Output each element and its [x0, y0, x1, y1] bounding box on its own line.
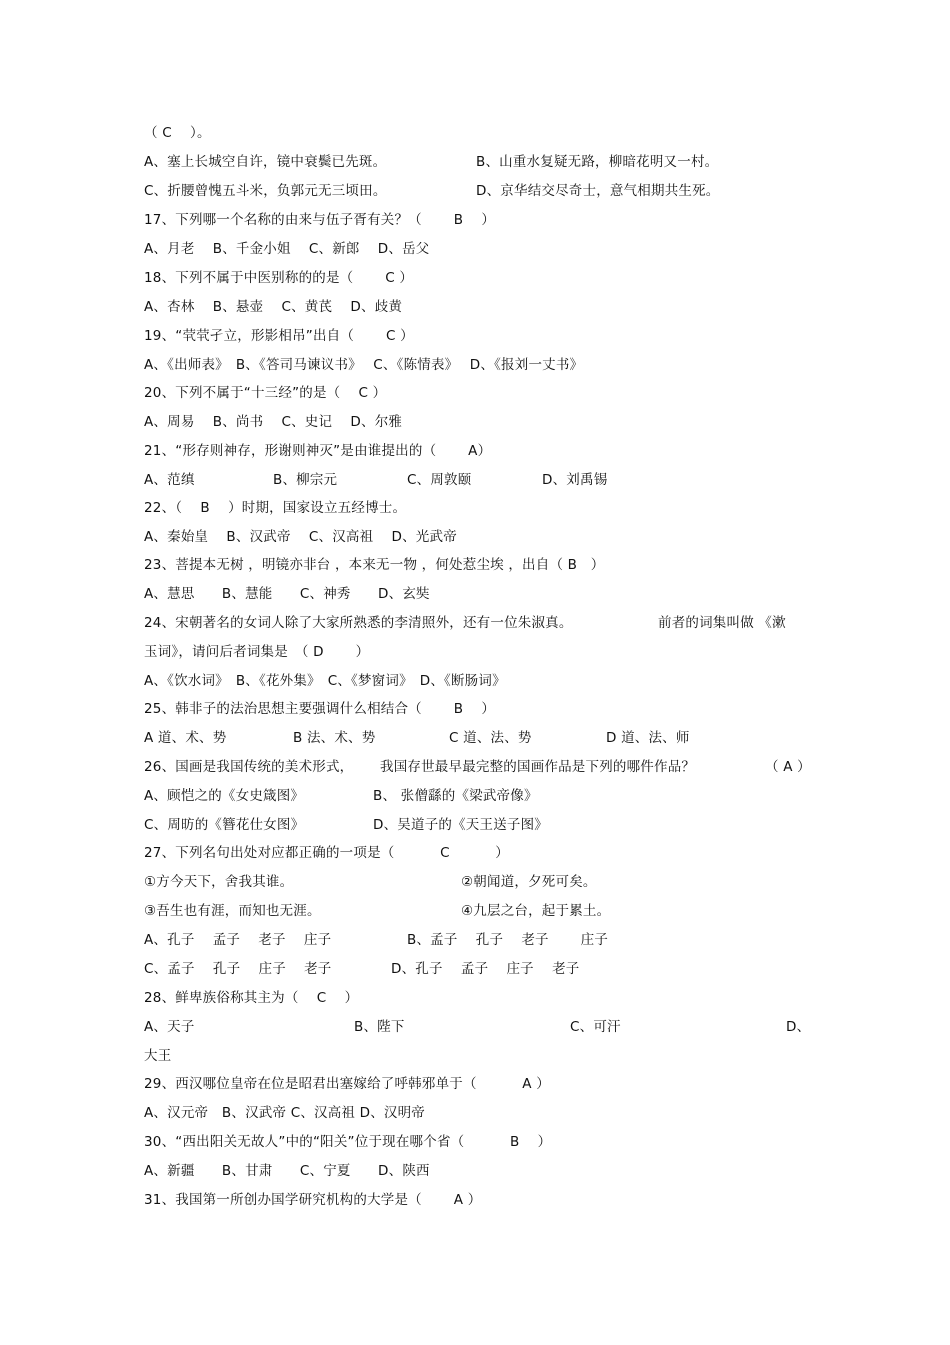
q16-option-a: A、塞上长城空自许，镜中衰鬓已先斑。	[144, 154, 387, 170]
q27-quote-1: ①方今天下，舍我其谁。	[144, 874, 294, 890]
q25-option-d: D 道、法、师	[606, 730, 690, 746]
question-26-answer: （ A ）	[765, 759, 811, 775]
q20-options: A、周易 B、尚书 C、史记 D、尔雅	[144, 414, 403, 430]
q22-options: A、秦始皇 B、汉武帝 C、汉高祖 D、光武帝	[144, 529, 457, 545]
question-26-part1: 26、国画是我国传统的美术形式，	[144, 759, 354, 775]
q21-option-a: A、范缜	[144, 472, 195, 488]
question-24-part1: 24、宋朝著名的女词人除了大家所熟悉的李清照外，还有一位朱淑真。	[144, 615, 573, 631]
question-23: 23、菩提本无树 ，明镜亦非台 ，本来无一物 ，何处惹尘埃 ，出自（ B ）	[144, 557, 605, 573]
question-29: 29、西汉哪位皇帝在位是昭君出塞嫁给了呼韩邪单于（ A ）	[144, 1076, 550, 1092]
q17-options: A、月老 B、千金小姐 C、新郎 D、岳父	[144, 241, 430, 257]
q26-option-a: A、顾恺之的《女史箴图》	[144, 788, 305, 804]
q25-option-b: B 法、术、势	[293, 730, 376, 746]
q25-option-a: A 道、术、势	[144, 730, 227, 746]
q29-options: A、汉元帝 B、汉武帝 C、汉高祖 D、汉明帝	[144, 1105, 426, 1121]
q21-option-c: C、周敦颐	[407, 472, 472, 488]
q19-options: A、《出师表》 B、《答司马谏议书》 C、《陈情表》 D、《报刘一丈书》	[144, 357, 584, 373]
question-17: 17、下列哪一个名称的由来与伍子胥有关？（ B ）	[144, 212, 496, 228]
q23-options: A、慧思 B、慧能 C、神秀 D、玄奘	[144, 586, 430, 602]
q26-option-d: D、吴道子的《天王送子图》	[373, 817, 548, 833]
q21-option-b: B、柳宗元	[273, 472, 338, 488]
q27-quote-2: ②朝闻道，夕死可矣。	[461, 874, 597, 890]
q25-option-c: C 道、法、势	[449, 730, 532, 746]
q27-quote-3: ③吾生也有涯，而知也无涯。	[144, 903, 321, 919]
question-30: 30、“西出阳关无故人”中的“阳关”位于现在哪个省（ B ）	[144, 1134, 552, 1150]
q27-quote-4: ④九层之台，起于累土。	[461, 903, 611, 919]
question-31: 31、我国第一所创办国学研究机构的大学是（ A ）	[144, 1192, 482, 1208]
question-20: 20、下列不属于“十三经”的是（ C ）	[144, 385, 387, 401]
q28-option-c: C、可汗	[570, 1019, 621, 1035]
q16-option-b: B、山重水复疑无路，柳暗花明又一村。	[476, 154, 719, 170]
q27-option-d: D、孔子 孟子 庄子 老子	[391, 961, 580, 977]
question-25: 25、韩非子的法治思想主要强调什么相结合（ B ）	[144, 701, 496, 717]
question-24-part2: 前者的词集叫做 《漱	[658, 615, 786, 631]
q26-option-b: B、 张僧繇的《梁武帝像》	[373, 788, 538, 804]
q28-option-d: D、	[786, 1019, 811, 1035]
q27-option-c: C、孟子 孔子 庄子 老子	[144, 961, 332, 977]
q28-option-a: A、天子	[144, 1019, 195, 1035]
question-21: 21、“形存则神存，形谢则神灭”是由谁提出的（ A）	[144, 443, 492, 459]
q21-option-d: D、刘禹锡	[542, 472, 608, 488]
q27-option-a: A、孔子 孟子 老子 庄子	[144, 932, 332, 948]
question-19: 19、“茕茕孑立，形影相吊”出自（ C ）	[144, 328, 414, 344]
q18-options: A、杏林 B、悬壶 C、黄芪 D、歧黄	[144, 299, 403, 315]
q28-option-d-text: 大王	[144, 1048, 172, 1064]
q16-option-c: C、折腰曾愧五斗米，负郭元无三顷田。	[144, 183, 387, 199]
question-24-part3: 玉词》，请问后者词集是 （ D ）	[144, 644, 370, 660]
question-18: 18、下列不属于中医别称的的是（ C ）	[144, 270, 414, 286]
q16-option-d: D、京华结交尽奇士，意气相期共生死。	[476, 183, 720, 199]
question-27: 27、下列名句出处对应都正确的一项是（ C ）	[144, 845, 509, 861]
q30-options: A、新疆 B、甘肃 C、宁夏 D、陕西	[144, 1163, 430, 1179]
q16-answer-line: （ C ）。	[144, 125, 211, 141]
question-28: 28、鲜卑族俗称其主为（ C ）	[144, 990, 359, 1006]
q28-option-b: B、陛下	[354, 1019, 405, 1035]
question-22: 22、（ B ）时期，国家设立五经博士。	[144, 500, 407, 516]
question-26-part2: 我国存世最早最完整的国画作品是下列的哪件作品？	[380, 759, 696, 775]
q27-option-b: B、孟子 孔子 老子 庄子	[407, 932, 609, 948]
q26-option-c: C、周昉的《簪花仕女图》	[144, 817, 305, 833]
q24-options: A、《饮水词》 B、《花外集》 C、《梦窗词》 D、《断肠词》	[144, 673, 506, 689]
